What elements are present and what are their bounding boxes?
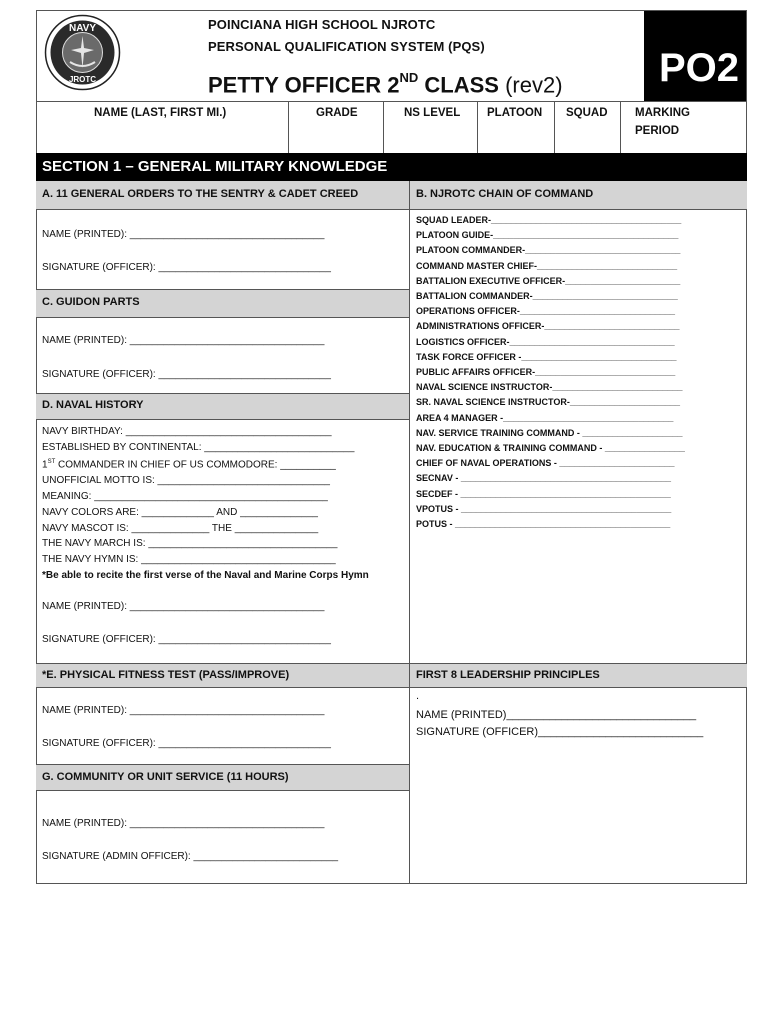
chain-item[interactable]: PUBLIC AFFAIRS OFFICER-____________________________	[416, 367, 676, 378]
school-name: POINCIANA HIGH SCHOOL NJROTC	[208, 17, 436, 32]
d-name-printed[interactable]: NAME (PRINTED): ___________________________________	[42, 601, 325, 612]
chain-item[interactable]: POTUS - ___________________________________________	[416, 519, 671, 530]
chain-item[interactable]: NAV. EDUCATION & TRAINING COMMAND - ________________	[416, 443, 685, 454]
e-name-printed[interactable]: NAME (PRINTED): ___________________________________	[42, 705, 325, 716]
history-march[interactable]: THE NAVY MARCH IS: __________________________________	[42, 538, 338, 550]
subsection-b-header: B. NJROTC CHAIN OF COMMAND	[410, 181, 747, 209]
chain-item[interactable]: CHIEF OF NAVAL OPERATIONS - _______________________	[416, 458, 675, 469]
col-ns-level: NS LEVEL	[404, 107, 461, 119]
chain-item[interactable]: VPOTUS - __________________________________________	[416, 503, 672, 514]
chain-item[interactable]: BATTALION EXECUTIVE OFFICER-_______________________	[416, 275, 681, 286]
chain-item[interactable]: COMMAND MASTER CHIEF-____________________________	[416, 260, 678, 271]
f-name-printed[interactable]: NAME (PRINTED)_______________________________	[416, 709, 697, 721]
c-name-printed[interactable]: NAME (PRINTED): ___________________________________	[42, 335, 325, 346]
col-platoon: PLATOON	[487, 107, 543, 119]
chain-item[interactable]: BATTALION COMMANDER-_____________________________	[416, 291, 678, 302]
col-grade: GRADE	[316, 107, 358, 119]
chain-item[interactable]: SECNAV - __________________________________________	[416, 473, 672, 484]
chain-item[interactable]: LOGISTICS OFFICER-_________________________________	[416, 336, 675, 347]
c-signature-officer[interactable]: SIGNATURE (OFFICER): _______________________________	[42, 369, 331, 380]
svg-text:NAVY: NAVY	[68, 23, 97, 34]
subsection-d-header: D. NAVAL HISTORY	[36, 394, 409, 419]
history-motto[interactable]: UNOFFICIAL MOTTO IS: _______________________________	[42, 475, 330, 487]
chain-item[interactable]: SQUAD LEADER-______________________________________	[416, 215, 682, 225]
naval-history-list	[42, 424, 369, 583]
a-signature-officer[interactable]: SIGNATURE (OFFICER): _______________________________	[42, 262, 331, 273]
history-hymn[interactable]: THE NAVY HYMN IS: ___________________________________	[42, 553, 336, 565]
system-name: PERSONAL QUALIFICATION SYSTEM (PQS)	[208, 39, 485, 54]
rank-badge: PO2	[644, 10, 747, 102]
col-name: NAME (LAST, FIRST MI.)	[94, 107, 227, 119]
col-squad: SQUAD	[566, 107, 608, 119]
subsection-g-header: G. COMMUNITY OR UNIT SERVICE (11 HOURS)	[36, 765, 409, 790]
g-name-printed[interactable]: NAME (PRINTED): ___________________________________	[42, 818, 325, 829]
chain-item[interactable]: SECDEF - __________________________________________	[416, 488, 671, 499]
chain-item[interactable]: PLATOON COMMANDER-_______________________________	[416, 245, 681, 256]
d-signature-officer[interactable]: SIGNATURE (OFFICER): _______________________________	[42, 634, 331, 645]
e-signature-officer[interactable]: SIGNATURE (OFFICER): _______________________________	[42, 738, 331, 749]
section-1-header: SECTION 1 – GENERAL MILITARY KNOWLEDGE	[36, 153, 747, 181]
leadership-dot: .	[416, 690, 420, 702]
chain-item[interactable]: SR. NAVAL SCIENCE INSTRUCTOR-______________________	[416, 397, 680, 408]
history-mascot[interactable]: NAVY MASCOT IS: ______________ THE _______________	[42, 522, 319, 534]
col-period: PERIOD	[635, 125, 680, 137]
col-marking: MARKING	[635, 107, 690, 119]
rank-title: PETTY OFFICER 2ND CLASS (rev2)	[208, 70, 563, 98]
f-signature-officer[interactable]: SIGNATURE (OFFICER)___________________________	[416, 726, 704, 738]
chain-of-command-list	[416, 213, 685, 532]
history-meaning[interactable]: MEANING: __________________________________________	[42, 491, 328, 503]
a-name-printed[interactable]: NAME (PRINTED): ___________________________________	[42, 229, 325, 240]
subsection-e-header: *E. PHYSICAL FITNESS TEST (PASS/IMPROVE)	[36, 664, 409, 687]
chain-item[interactable]: OPERATIONS OFFICER-_______________________________	[416, 306, 676, 317]
svg-text:JROTC: JROTC	[68, 75, 97, 84]
history-birthday[interactable]: NAVY BIRTHDAY: _____________________________________	[42, 426, 332, 437]
g-signature-admin[interactable]: SIGNATURE (ADMIN OFFICER): __________________________	[42, 851, 339, 862]
chain-item[interactable]: PLATOON GUIDE-_____________________________________	[416, 230, 679, 241]
chain-item[interactable]: NAV. SERVICE TRAINING COMMAND - ____________________	[416, 427, 683, 438]
history-note: *Be able to recite the first verse of the Naval and Marine Corps Hymn	[42, 569, 369, 581]
subsection-a-header: A. 11 GENERAL ORDERS TO THE SENTRY & CADET CREED	[36, 181, 409, 209]
leadership-principles-header: FIRST 8 LEADERSHIP PRINCIPLES	[410, 664, 747, 687]
chain-item[interactable]: ADMINISTRATIONS OFFICER-___________________________	[416, 321, 680, 332]
chain-item[interactable]: TASK FORCE OFFICER -_______________________________	[416, 351, 677, 362]
subsection-c-header: C. GUIDON PARTS	[36, 290, 409, 317]
chain-item[interactable]: AREA 4 MANAGER -__________________________________	[416, 412, 674, 423]
history-colors[interactable]: NAVY COLORS ARE: _____________ AND ______________	[42, 506, 318, 518]
chain-item[interactable]: NAVAL SCIENCE INSTRUCTOR-__________________________	[416, 382, 683, 393]
history-established[interactable]: ESTABLISHED BY CONTINENTAL: ___________________________	[42, 441, 355, 453]
history-commander[interactable]: 1ST COMMANDER IN CHIEF OF US COMMODORE: __________	[42, 459, 336, 471]
